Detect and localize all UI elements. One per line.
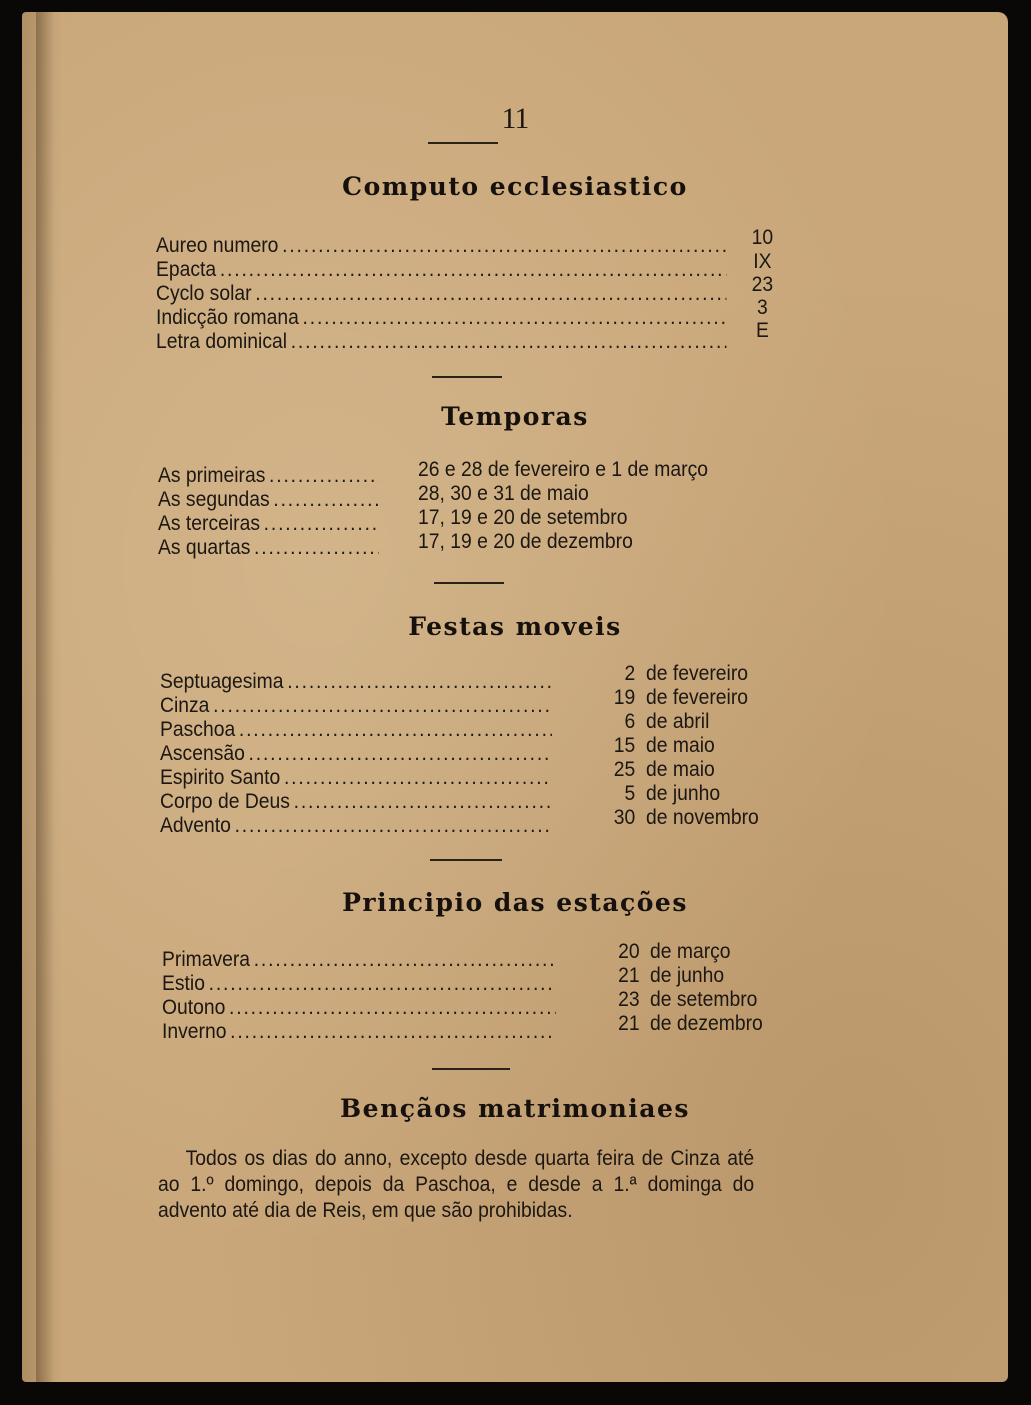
heading-estacoes: Principio das estações <box>342 888 688 917</box>
dot-leader <box>282 234 726 258</box>
row-label: Ascensão <box>160 742 245 765</box>
dot-leader <box>229 996 556 1020</box>
section-divider <box>430 859 502 861</box>
row-label: Cinza <box>160 694 210 717</box>
festas-day: 19 <box>613 686 636 709</box>
estacoes-row <box>162 972 559 996</box>
festas-month: de maio <box>646 758 715 781</box>
temporas-value: 26 e 28 de fevereiro e 1 de março <box>418 458 708 481</box>
festas-month: de junho <box>646 782 721 805</box>
section-divider <box>432 376 502 378</box>
computo-value: 10 <box>751 226 774 249</box>
dot-leader <box>249 742 552 766</box>
section-divider <box>434 582 504 584</box>
temporas-row <box>158 512 382 536</box>
temporas-value: 28, 30 e 31 de maio <box>418 482 589 505</box>
computo-row <box>156 330 730 354</box>
row-label: Estio <box>162 972 205 995</box>
heading-bencaos: Bençãos matrimoniaes <box>340 1094 690 1123</box>
computo-value: 23 <box>751 273 774 296</box>
dot-leader <box>284 766 552 790</box>
page-gutter-shadow <box>36 12 54 1382</box>
dot-leader <box>220 258 727 282</box>
dot-leader <box>209 972 556 996</box>
festas-row <box>160 766 556 790</box>
festas-day: 30 <box>613 806 636 829</box>
dot-leader <box>255 282 726 306</box>
festas-day: 15 <box>613 734 636 757</box>
festas-row <box>160 790 556 814</box>
row-label: Aureo numero <box>156 234 279 257</box>
temporas-row <box>158 488 382 512</box>
computo-row <box>156 234 730 258</box>
estacoes-month: de março <box>650 940 731 963</box>
festas-day: 6 <box>624 710 636 733</box>
estacoes-month: de setembro <box>650 988 758 1011</box>
computo-row <box>156 258 730 282</box>
row-label: As quartas <box>158 536 251 559</box>
row-label: Espirito Santo <box>160 766 281 789</box>
dot-leader <box>264 512 379 536</box>
row-label: Paschoa <box>160 718 236 741</box>
dot-leader <box>287 670 552 694</box>
festas-month: de fevereiro <box>646 662 749 685</box>
dot-leader <box>269 464 379 488</box>
computo-row <box>156 282 730 306</box>
estacoes-row <box>162 1020 559 1044</box>
festas-month: de abril <box>646 710 710 733</box>
temporas-row <box>158 464 382 488</box>
estacoes-day: 20 <box>618 940 640 963</box>
festas-day: 5 <box>624 782 636 805</box>
festas-row <box>160 814 556 838</box>
estacoes-day: 21 <box>618 964 640 987</box>
dot-leader <box>235 814 552 838</box>
row-label: Epacta <box>156 258 217 281</box>
bencaos-paragraph: Todos os dias do anno, excepto desde quarta feira de Cinza até ao 1.º domingo, depois da Paschoa, e desde a 1.ª dominga do advento até dia de Reis, em que são prohibidas. <box>158 1147 755 1222</box>
dot-leader <box>230 1020 556 1044</box>
festas-month: de maio <box>646 734 715 757</box>
estacoes-month: de dezembro <box>650 1012 763 1035</box>
dot-leader <box>273 488 378 512</box>
temporas-value: 17, 19 e 20 de setembro <box>418 506 628 529</box>
dot-leader <box>239 718 552 742</box>
computo-value: E <box>755 319 769 342</box>
row-label: Inverno <box>162 1020 227 1043</box>
temporas-value: 17, 19 e 20 de dezembro <box>418 530 633 553</box>
estacoes-day: 23 <box>618 988 640 1011</box>
row-label: Advento <box>160 814 231 837</box>
computo-value: IX <box>753 250 772 273</box>
festas-row <box>160 742 556 766</box>
computo-value: 3 <box>757 296 768 319</box>
section-divider <box>432 1068 510 1070</box>
estacoes-month: de junho <box>650 964 725 987</box>
festas-month: de novembro <box>646 806 759 829</box>
heading-computo: Computo ecclesiastico <box>342 172 688 201</box>
row-label: Outono <box>162 996 226 1019</box>
dot-leader <box>213 694 552 718</box>
row-label: As segundas <box>158 488 270 511</box>
row-label: Cyclo solar <box>156 282 252 305</box>
page-number: 11 <box>501 102 529 135</box>
row-label: As terceiras <box>158 512 261 535</box>
festas-month: de fevereiro <box>646 686 749 709</box>
page-number-rule <box>428 142 498 144</box>
computo-row <box>156 306 730 330</box>
dot-leader <box>294 790 552 814</box>
estacoes-day: 21 <box>618 1012 640 1035</box>
row-label: Septuagesima <box>160 670 284 693</box>
dot-leader <box>303 306 727 330</box>
heading-temporas: Temporas <box>441 402 589 431</box>
dot-leader <box>254 948 556 972</box>
estacoes-row <box>162 948 559 972</box>
row-label: As primeiras <box>158 464 266 487</box>
dot-leader <box>254 536 379 560</box>
festas-day: 2 <box>624 662 636 685</box>
row-label: Primavera <box>162 948 251 971</box>
book-page <box>22 12 1008 1382</box>
temporas-row <box>158 536 382 560</box>
row-label: Indicção romana <box>156 306 299 329</box>
festas-row <box>160 694 556 718</box>
dot-leader <box>291 330 727 354</box>
estacoes-row <box>162 996 559 1020</box>
festas-row <box>160 718 556 742</box>
row-label: Letra dominical <box>156 330 288 353</box>
heading-festas: Festas moveis <box>408 612 622 641</box>
row-label: Corpo de Deus <box>160 790 290 813</box>
festas-row <box>160 670 556 694</box>
festas-day: 25 <box>613 758 636 781</box>
